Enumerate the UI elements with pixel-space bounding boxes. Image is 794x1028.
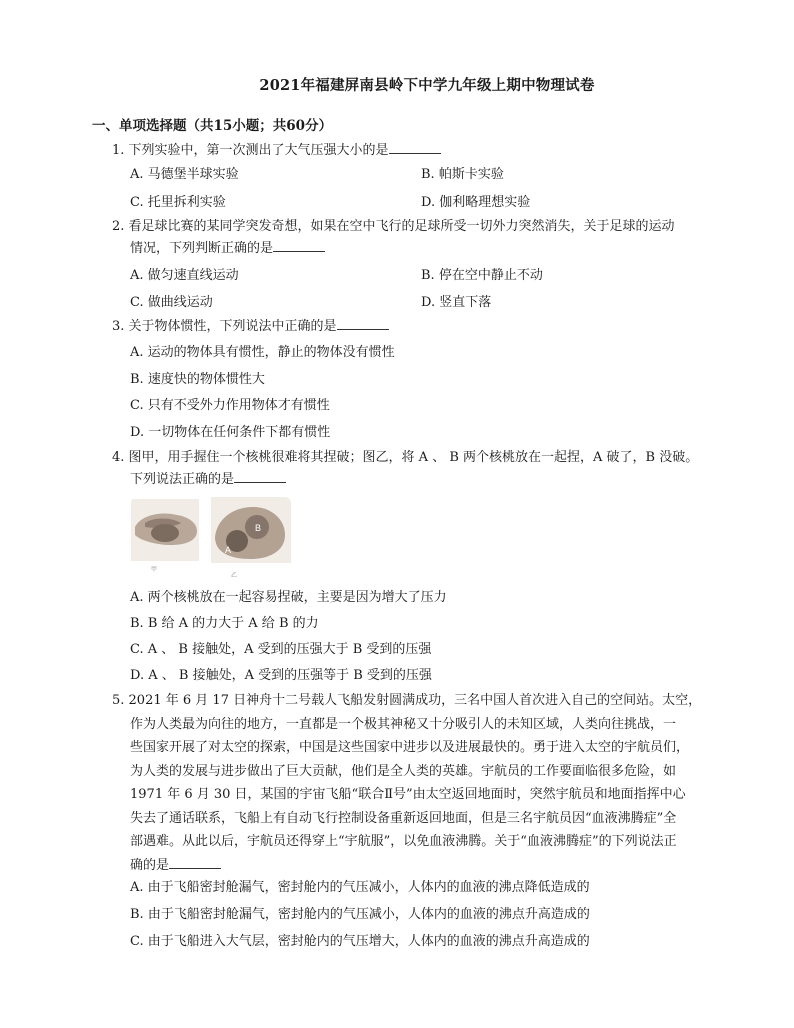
question-5-line: 确的是 [130, 857, 170, 873]
question-2-stem-line1: 2. 看足球比赛的某同学突发奇想，如果在空中飞行的足球所受一切外力突然消失，关于足球的运动 [112, 219, 675, 234]
q5-option-c: C. 由于飞船进入大气层，密封舱内的气压增大，人体内的血液的沸点升高造成的 [130, 934, 590, 949]
question-5-line: 失去了通话联系，飞船上有自动飞行控制设备重新返回地面，但是三名宇航员因“血液沸腾症”全 [130, 810, 677, 826]
page-title: 2021年福建屏南县岭下中学九年级上期中物理试卷 [259, 77, 595, 94]
q1-option-d: D. 伽利略理想实验 [421, 195, 531, 210]
question-4 [112, 447, 722, 491]
q5-option-a: A. 由于飞船密封舱漏气，密封舱内的气压减小，人体内的血液的沸点降低造成的 [130, 880, 590, 895]
walnut-jia-icon [151, 524, 179, 542]
section-heading: 一、单项选择题（共15小题；共60分） [92, 118, 333, 134]
figure-caption-yi: 乙 [231, 572, 238, 579]
q1-option-c: C. 托里拆利实验 [130, 195, 226, 210]
q3-option-c: C. 只有不受外力作用物体才有惯性 [130, 398, 330, 413]
question-1-stem: 1. 下列实验中，第一次测出了大气压强大小的是 [112, 143, 389, 158]
q2-option-a: A. 做匀速直线运动 [130, 268, 239, 283]
q2-option-c: C. 做曲线运动 [130, 295, 213, 310]
question-2 [112, 216, 712, 260]
question-2-stem-line2: 情况，下列判断正确的是 [130, 241, 274, 256]
question-5-line: 部遇难。从此以后，宇航员还得穿上“宇航服”，以免血液沸腾。关于“血液沸腾症”的下列说法正 [130, 834, 677, 849]
q5-option-b: B. 由于飞船密封舱漏气，密封舱内的气压减小，人体内的血液的沸点升高造成的 [130, 907, 590, 922]
q4-option-c: C. A 、 B 接触处，A 受到的压强大于 B 受到的压强 [130, 642, 432, 657]
q4-option-b: B. B 给 A 的力大于 A 给 B 的力 [130, 616, 319, 631]
answer-blank [273, 239, 325, 252]
question-5-line: 为人类的发展与进步做出了巨大贡献，他们是全人类的英雄。宇航员的工作要面临很多危险，如 [130, 763, 677, 779]
question-5-line: 1971 年 6 月 30 日，某国的宇宙飞船“联合Ⅱ号”由太空返回地面时，突然宇航员和地面指挥中心 [130, 787, 686, 802]
q2-option-d: D. 竖直下落 [421, 295, 492, 310]
answer-blank [389, 141, 441, 154]
q2-option-b: B. 停在空中静止不动 [421, 268, 543, 283]
q3-option-a: A. 运动的物体具有惯性，静止的物体没有惯性 [130, 345, 395, 360]
question-3-stem: 3. 关于物体惯性，下列说法中正确的是 [112, 319, 337, 334]
question-3 [112, 316, 712, 338]
q1-option-b: B. 帕斯卡实验 [421, 167, 504, 182]
question-5 [112, 689, 708, 877]
q4-option-a: A. 两个核桃放在一起容易捏破，主要是因为增大了压力 [130, 590, 447, 605]
walnut-figure [131, 497, 291, 579]
answer-blank [234, 470, 286, 483]
q3-option-b: B. 速度快的物体惯性大 [130, 372, 265, 387]
q1-option-a: A. 马德堡半球实验 [130, 167, 239, 182]
q4-option-d: D. A 、 B 接触处，A 受到的压强等于 B 受到的压强 [130, 668, 432, 683]
question-1 [112, 140, 712, 162]
question-4-stem-line2: 下列说法正确的是 [130, 472, 235, 487]
figure-letter-a: A [225, 545, 232, 555]
figure-letter-b: B [255, 523, 262, 533]
question-5-line: 些国家开展了对太空的探索，中国是这些国家中进步以及进展最快的。勇于进入太空的宇航员们， [130, 740, 690, 755]
question-5-line: 5. 2021 年 6 月 17 日神舟十二号载人飞船发射圆满成功，三名中国人首次进入自己的空间站。太空， [112, 693, 702, 708]
figure-caption-jia: 甲 [151, 566, 158, 573]
answer-blank [169, 856, 221, 869]
question-5-line: 作为人类最为向往的地方，一直都是一个极其神秘又十分吸引人的未知区域，人类向往挑战，一 [130, 716, 677, 732]
answer-blank [337, 317, 389, 330]
question-4-stem-line1: 4. 图甲，用手握住一个核桃很难将其捏破；图乙，将 A 、 B 两个核桃放在一起捏，A 破了，B 没破。 [112, 450, 699, 465]
q3-option-d: D. 一切物体在任何条件下都有惯性 [130, 425, 331, 440]
